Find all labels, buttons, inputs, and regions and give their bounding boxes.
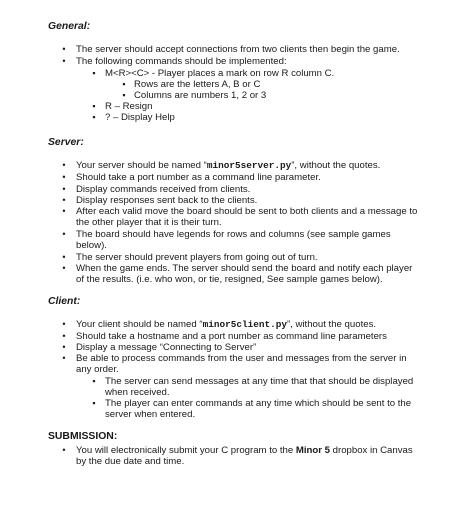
bullet-icon: • <box>62 229 66 239</box>
server-item-continued: of the results. (i.e. who won, or tie, resigned, See sample games below). <box>76 274 383 285</box>
bullet-icon: • <box>62 319 66 329</box>
sub-bullet-icon: ▪ <box>92 101 96 111</box>
client-sub-item-continued: when received. <box>105 387 170 398</box>
server-item: Should take a port number as a command line parameter. <box>76 172 321 183</box>
client-item: Display a message “Connecting to Server” <box>76 342 257 353</box>
general-item-1: The server should accept connections from two clients then begin the game. <box>76 44 400 55</box>
server-item: The server should prevent players from going out of turn. <box>76 252 318 263</box>
bullet-icon: • <box>62 160 66 170</box>
sub-bullet-icon: ▪ <box>92 68 96 78</box>
client-name-item: Your client should be named “minor5client.py”, without the quotes. <box>76 319 377 330</box>
submission-item-continued: by the due date and time. <box>76 456 185 467</box>
bullet-icon: • <box>62 342 66 352</box>
client-filename: minor5client.py <box>202 319 287 330</box>
command-help: ? – Display Help <box>105 112 175 123</box>
client-item: Be able to process commands from the user and messages from the server in <box>76 353 407 364</box>
bullet-icon: • <box>62 56 66 66</box>
command-resign: R – Resign <box>105 101 153 112</box>
client-sub-item-continued: server when entered. <box>105 409 196 420</box>
bullet-icon: • <box>62 445 66 455</box>
client-sub-item: The player can enter commands at any time which should be sent to the <box>105 398 412 409</box>
server-item-continued: the other player that it is their turn. <box>76 217 222 228</box>
bullet-icon: • <box>62 184 66 194</box>
client-item-continued: any order. <box>76 364 119 375</box>
client-sub-item: The server can send messages at any time that that should be displayed <box>105 376 414 387</box>
general-item-2: The following commands should be implemented: <box>76 56 287 67</box>
server-name-item: Your server should be named “minor5server.py”, without the quotes. <box>76 160 381 171</box>
bullet-icon: • <box>62 263 66 273</box>
submission-dropbox-name: Minor 5 <box>295 445 330 456</box>
server-item: Display responses sent back to the clients. <box>76 195 258 206</box>
sub-bullet-icon: ▪ <box>122 90 126 100</box>
command-move: M<R><C> - Player places a mark on row R column C. <box>105 68 335 79</box>
client-heading: Client: <box>48 296 81 307</box>
general-heading: General: <box>48 21 91 32</box>
submission-item: You will electronically submit your C program to the Minor 5 dropbox in Canvas <box>76 445 413 456</box>
sub-bullet-icon: ▪ <box>92 112 96 122</box>
submission-heading: SUBMISSION: <box>48 431 118 442</box>
bullet-icon: • <box>62 331 66 341</box>
server-item: Display commands received from clients. <box>76 184 251 195</box>
bullet-icon: • <box>62 206 66 216</box>
client-item: Should take a hostname and a port number as command line parameters <box>76 331 387 342</box>
sub-bullet-icon: ▪ <box>122 79 126 89</box>
server-item: When the game ends. The server should send the board and notify each player <box>76 263 413 274</box>
server-filename: minor5server.py <box>206 160 292 171</box>
server-item-continued: below). <box>76 240 107 251</box>
bullet-icon: • <box>62 252 66 262</box>
server-heading: Server: <box>48 137 84 148</box>
bullet-icon: • <box>62 353 66 363</box>
bullet-icon: • <box>62 44 66 54</box>
server-item: After each valid move the board should be sent to both clients and a message to <box>76 206 418 217</box>
command-rows-note: Rows are the letters A, B or C <box>134 79 261 90</box>
sub-bullet-icon: ▪ <box>92 398 96 408</box>
command-columns-note: Columns are numbers 1, 2 or 3 <box>134 90 267 101</box>
bullet-icon: • <box>62 195 66 205</box>
bullet-icon: • <box>62 172 66 182</box>
sub-bullet-icon: ▪ <box>92 376 96 386</box>
server-item: The board should have legends for rows and columns (see sample games <box>76 229 391 240</box>
